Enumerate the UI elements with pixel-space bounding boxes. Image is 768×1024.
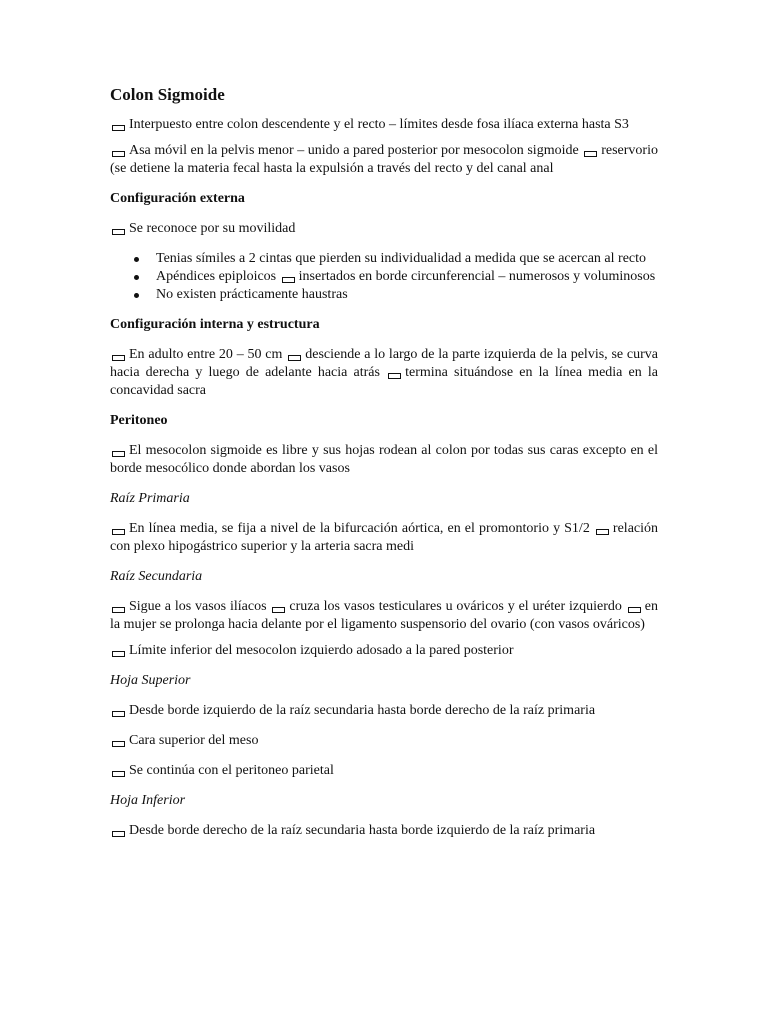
paragraph bbox=[110, 116, 658, 134]
paragraph bbox=[110, 142, 658, 178]
paragraph: Desde borde izquierdo de la raíz secundaria hasta borde derecho de la raíz primaria bbox=[110, 702, 658, 720]
subsection-heading: Hoja Inferior bbox=[110, 793, 186, 808]
paragraph: El mesocolon sigmoide es libre y sus hojas rodean al colon por todas sus caras excepto en el borde mesocólico donde abordan los vasos bbox=[110, 443, 658, 476]
section-heading: Peritoneo bbox=[110, 413, 168, 428]
arrow-symbol-icon bbox=[282, 277, 295, 283]
arrow-symbol-icon bbox=[584, 151, 597, 157]
paragraph: Límite inferior del mesocolon izquierdo adosado a la pared posterior bbox=[110, 642, 658, 660]
bullet-symbol-icon bbox=[112, 607, 125, 613]
bullet-symbol-icon bbox=[112, 741, 125, 747]
bullet-symbol-icon bbox=[112, 711, 125, 717]
bullet-symbol-icon bbox=[112, 771, 125, 777]
paragraph-text: reservorio (se detiene la materia fecal hasta la expulsión a través del recto y del canal anal bbox=[110, 143, 658, 176]
bullet-symbol-icon bbox=[112, 355, 125, 361]
bullet-symbol-icon bbox=[112, 651, 125, 657]
paragraph: En adulto entre 20 – 50 cm desciende a lo largo de la parte izquierda de la pelvis, se curva hacia derecha y luego de adelante hacia atrás termina situándose en la línea media en la concavidad sacra bbox=[110, 347, 659, 398]
paragraph: En línea media, se fija a nivel de la bifurcación aórtica, en el promontorio y S1/2 relación con plexo hipogástrico superior y la arteria sacra medi bbox=[110, 521, 659, 554]
bullet-symbol-icon bbox=[112, 451, 125, 457]
paragraph: Cara superior del meso bbox=[110, 732, 658, 750]
paragraph: Se continúa con el peritoneo parietal bbox=[110, 762, 658, 780]
page-title: Colon Sigmoide bbox=[110, 85, 225, 104]
subsection-heading: Raíz Primaria bbox=[110, 491, 190, 506]
paragraph: Desde borde derecho de la raíz secundaria hasta borde izquierdo de la raíz primaria bbox=[110, 822, 658, 840]
bullet-symbol-icon bbox=[112, 229, 125, 235]
section-heading: Configuración interna y estructura bbox=[110, 317, 320, 332]
list-item: No existen prácticamente haustras bbox=[110, 286, 658, 304]
bullet-symbol-icon bbox=[112, 125, 125, 131]
section-heading: Configuración externa bbox=[110, 191, 245, 206]
arrow-symbol-icon bbox=[388, 373, 401, 379]
paragraph bbox=[110, 220, 658, 238]
bullet-symbol-icon bbox=[112, 529, 125, 535]
document-body bbox=[110, 84, 658, 852]
arrow-symbol-icon bbox=[288, 355, 301, 361]
subsection-heading: Hoja Superior bbox=[110, 673, 191, 688]
bullet-symbol-icon bbox=[112, 831, 125, 837]
paragraph-text: Interpuesto entre colon descendente y el recto – límites desde fosa ilíaca externa hasta S3 bbox=[129, 117, 629, 132]
list-item: Apéndices epiploicos insertados en borde circunferencial – numerosos y voluminosos bbox=[110, 268, 658, 286]
bullet-list bbox=[110, 250, 658, 304]
paragraph-text: Se reconoce por su movilidad bbox=[129, 221, 296, 236]
arrow-symbol-icon bbox=[628, 607, 641, 613]
subsection-heading: Raíz Secundaria bbox=[110, 569, 203, 584]
paragraph-text: Asa móvil en la pelvis menor – unido a pared posterior por mesocolon sigmoide bbox=[129, 143, 579, 158]
arrow-symbol-icon bbox=[596, 529, 609, 535]
list-item: Tenias símiles a 2 cintas que pierden su individualidad a medida que se acercan al recto bbox=[110, 250, 658, 268]
paragraph: Sigue a los vasos ilíacos cruza los vasos testiculares u ováricos y el uréter izquierdo en la mujer se prolonga hacia delante por el ligamento suspensorio del ovario (con vasos ováricos) bbox=[110, 599, 658, 632]
bullet-symbol-icon bbox=[112, 151, 125, 157]
arrow-symbol-icon bbox=[272, 607, 285, 613]
